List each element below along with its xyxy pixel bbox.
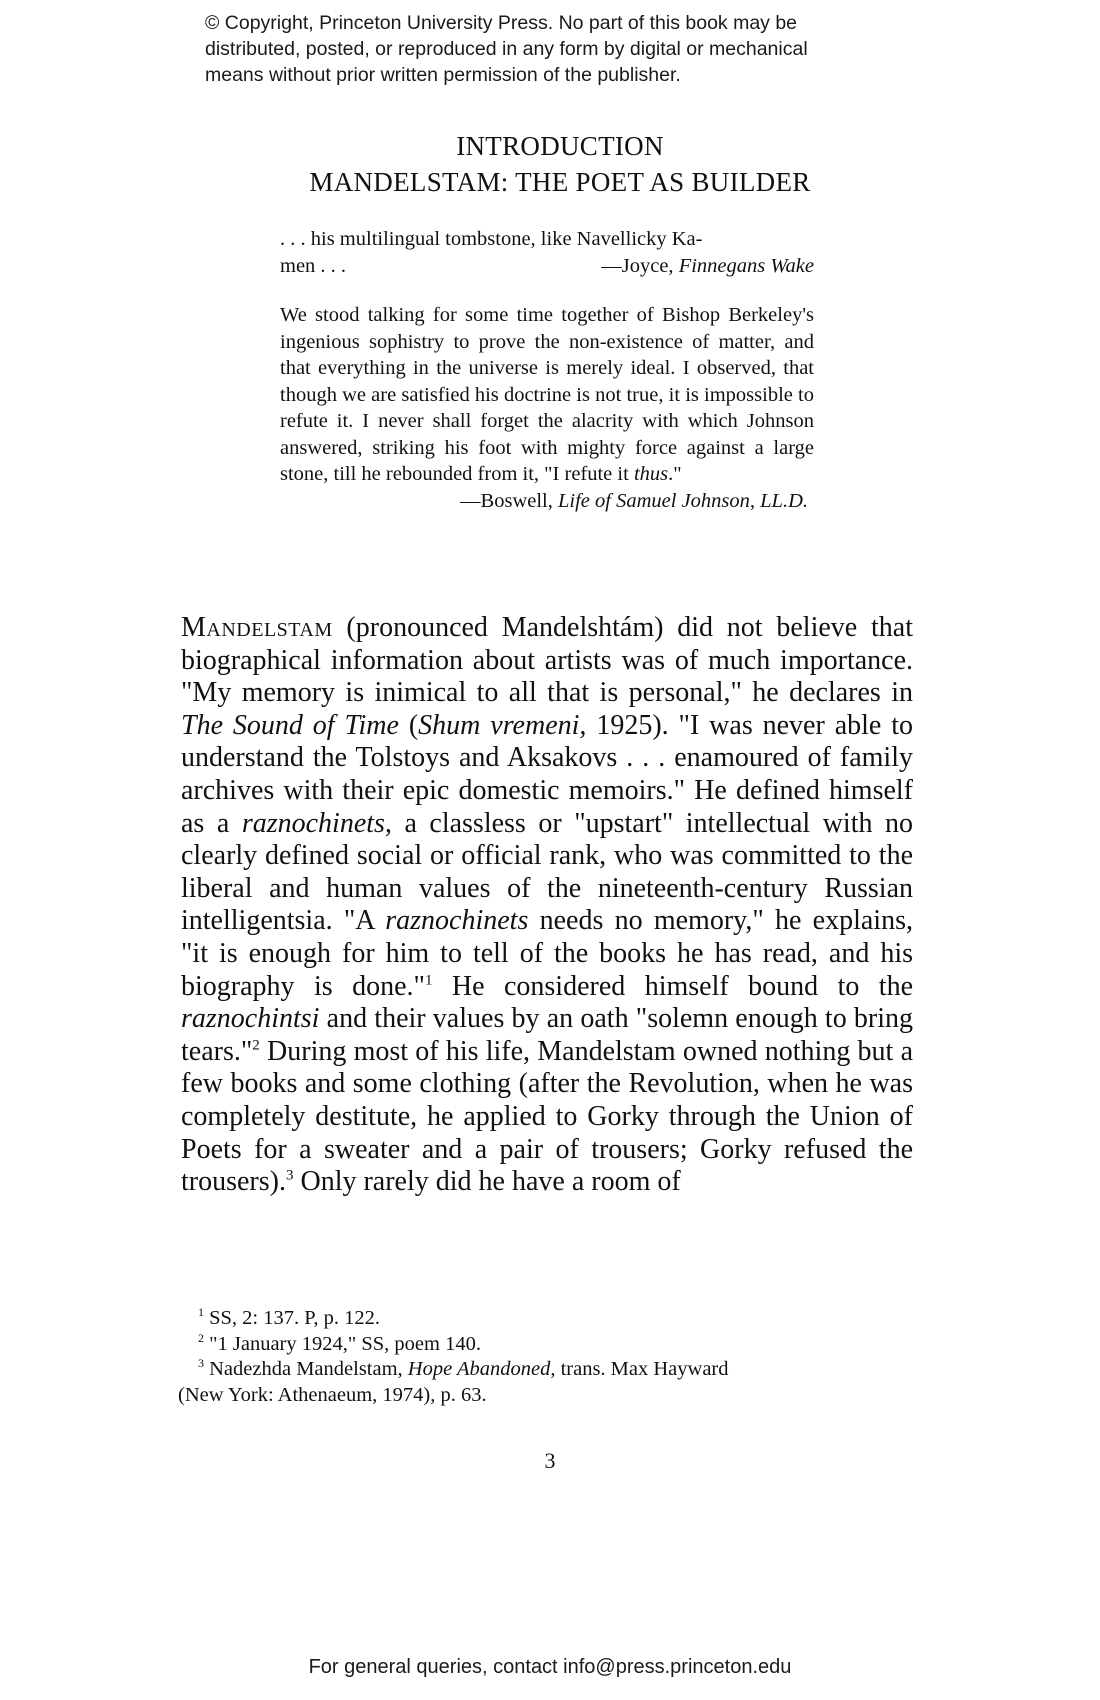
contact-footer: For general queries, contact info@press.princeton.edu bbox=[308, 1656, 792, 1678]
footnote-text: SS, 2: 137. P, p. 122. bbox=[204, 1307, 381, 1329]
text-span: ( bbox=[398, 709, 419, 741]
text-span: During most of his life, Mandelstam owned nothing but a few books and some clothing (after the Revolution, when he was completely destitute, he applied to Gorky through the Union of Poets for a sweater and a pair of trousers; Gorky refused the trousers). bbox=[181, 1035, 913, 1198]
text-span: He considered himself bound to the bbox=[432, 970, 913, 1002]
copyright-line: means without prior written permission of the publisher. bbox=[205, 64, 681, 86]
italic-span: raznochintsi bbox=[181, 1003, 320, 1035]
footnote-italic: Hope Abandoned, bbox=[407, 1358, 556, 1380]
attribution-work: Life of Samuel Johnson, LL.D. bbox=[558, 489, 808, 512]
footnote-continuation: (New York: Athenaeum, 1974), p. 63. bbox=[178, 1383, 487, 1406]
chapter-subtitle: MANDELSTAM: THE POET AS BUILDER bbox=[309, 167, 811, 197]
body-paragraph bbox=[181, 612, 913, 1199]
footnote-number: 1 bbox=[198, 1305, 204, 1320]
italic-span: raznochinets bbox=[385, 905, 529, 937]
epigraph-text-span: ." bbox=[668, 463, 682, 485]
epigraph-attribution bbox=[601, 253, 814, 280]
chapter-heading bbox=[200, 128, 920, 200]
epigraph-line-with-attribution bbox=[280, 253, 814, 280]
copyright-line: © Copyright, Princeton University Press. No part of this book may be bbox=[205, 12, 798, 34]
footnote bbox=[178, 1306, 915, 1332]
footnote-text: trans. Max Hayward bbox=[555, 1358, 729, 1380]
epigraph-text bbox=[280, 302, 814, 488]
epigraph-italic: thus bbox=[633, 463, 669, 485]
attribution-author: —Joyce, bbox=[601, 254, 679, 277]
text-span: a classless or "upstart" intellectual with no clearly defined social or official rank, who was committed to the liberal and human values of the nineteenth-century Russian intelligentsia. "A bbox=[181, 807, 913, 937]
footnote-number: 2 bbox=[198, 1330, 204, 1345]
text-span: Only rarely did he have a room of bbox=[293, 1166, 681, 1198]
footnote bbox=[178, 1357, 915, 1383]
copyright-line: distributed, posted, or reproduced in any form by digital or mechanical bbox=[205, 38, 808, 60]
attribution-author: —Boswell, bbox=[460, 489, 558, 512]
italic-span: raznochinets, bbox=[241, 807, 392, 839]
footnote-text: "1 January 1924," SS, poem 140. bbox=[204, 1332, 481, 1355]
attribution-work: Finnegans Wake bbox=[678, 254, 814, 277]
epigraph-line: . . . his multilingual tombstone, like Navellicky Ka- bbox=[280, 228, 703, 250]
footnote-number: 3 bbox=[198, 1356, 204, 1371]
epigraph-joyce bbox=[280, 226, 814, 279]
text-span: and their values by an oath "solemn enough to bring tears." bbox=[181, 1003, 913, 1067]
footnotes bbox=[178, 1306, 915, 1408]
text-span: 1925). "I was never able to understand the Tolstoys and Aksakovs . . . enamoured of family archives with their epic domestic memoirs." He defined himself as a bbox=[181, 709, 914, 839]
copyright-notice bbox=[205, 10, 925, 88]
footnote-ref: 1 bbox=[424, 972, 433, 989]
epigraph-boswell bbox=[280, 302, 814, 514]
text-span: needs no memory," he explains, "it is enough for him to tell of the books he has read, and his biography is done." bbox=[181, 905, 913, 1002]
lead-word: Mandelstam bbox=[181, 612, 333, 643]
body-text bbox=[181, 612, 913, 1199]
footnote-text: Nadezhda Mandelstam, bbox=[204, 1358, 408, 1380]
epigraph-text-span: We stood talking for some time together of Bishop Berkeley's ingenious sophistry to prove the non-existence of matter, and that everything in the universe is merely ideal. I observed, that though we are satisfied his doctrine is not true, it is impossible to refute it. I never shall forget the alacrity with which Johnson answered, striking his foot with mighty force against a large stone, till he rebounded from it, "I refute it bbox=[280, 304, 814, 485]
italic-span: The Sound of Time bbox=[181, 709, 399, 741]
footnote-ref: 2 bbox=[252, 1037, 260, 1054]
page-number: 3 bbox=[544, 1448, 556, 1473]
footnote bbox=[178, 1332, 915, 1358]
epigraph-attribution bbox=[280, 488, 814, 515]
italic-span: Shum vremeni, bbox=[418, 709, 587, 741]
footnote-ref: 3 bbox=[285, 1167, 294, 1184]
epigraph-line: men . . . bbox=[280, 254, 347, 277]
chapter-title: INTRODUCTION bbox=[456, 131, 664, 161]
text-span: (pronounced Mandelshtám) did not believe that biographical information about artists was of much importance. "My memory is inimical to all that is personal," he declares in bbox=[181, 612, 913, 709]
